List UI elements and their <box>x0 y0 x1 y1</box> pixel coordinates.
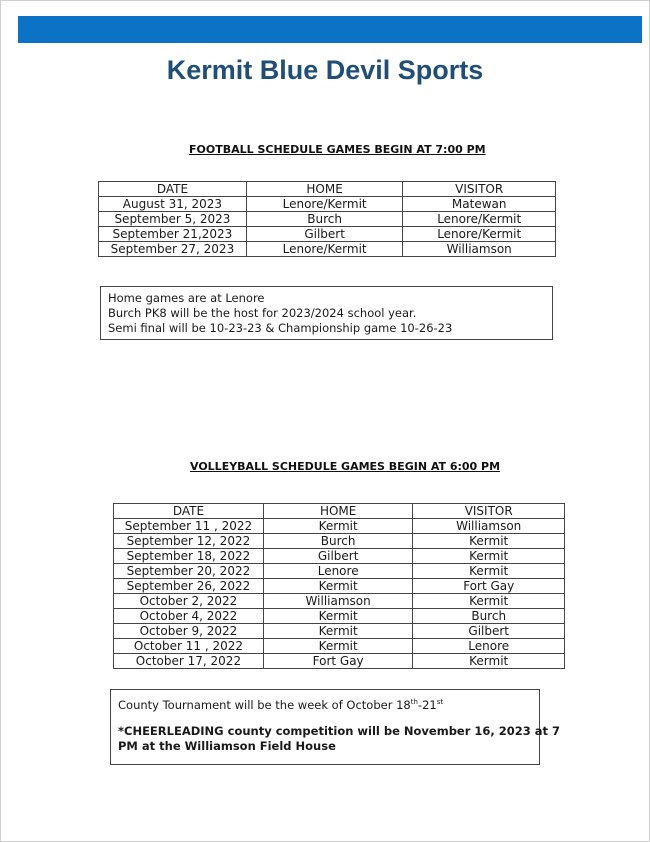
table-row <box>114 609 565 624</box>
game-date: September 27, 2023 <box>99 242 247 257</box>
table-row <box>99 227 556 242</box>
column-header-visitor: VISITOR <box>413 504 565 519</box>
tournament-sup-th: th <box>410 698 418 706</box>
visitor-team: Kermit <box>413 549 565 564</box>
visitor-team: Burch <box>413 609 565 624</box>
home-team: Lenore/Kermit <box>246 197 403 212</box>
home-team: Williamson <box>263 594 413 609</box>
visitor-team: Kermit <box>413 534 565 549</box>
game-date: October 11 , 2022 <box>114 639 264 654</box>
home-team: Kermit <box>263 624 413 639</box>
table-row <box>99 242 556 257</box>
game-date: October 4, 2022 <box>114 609 264 624</box>
volleyball-heading: VOLLEYBALL SCHEDULE GAMES BEGIN AT 6:00 PM <box>190 460 501 473</box>
visitor-team: Lenore/Kermit <box>403 212 556 227</box>
table-row <box>114 519 565 534</box>
volleyball-notes-box <box>110 689 561 765</box>
visitor-team: Kermit <box>413 564 565 579</box>
visitor-team: Gilbert <box>413 624 565 639</box>
header-color-bar <box>18 16 642 43</box>
visitor-team: Fort Gay <box>413 579 565 594</box>
home-team: Fort Gay <box>263 654 413 669</box>
column-header-date: DATE <box>114 504 264 519</box>
table-row <box>99 197 556 212</box>
column-header-home: HOME <box>246 182 403 197</box>
game-date: September 26, 2022 <box>114 579 264 594</box>
football-heading: FOOTBALL SCHEDULE GAMES BEGIN AT 7:00 PM <box>189 143 486 156</box>
table-row <box>114 594 565 609</box>
table-row <box>114 654 565 669</box>
visitor-team: Lenore <box>413 639 565 654</box>
football-note: Burch PK8 will be the host for 2023/2024 school year. <box>108 306 417 320</box>
tournament-text-end: -21 <box>417 697 437 712</box>
visitor-team: Kermit <box>413 594 565 609</box>
game-date: September 21,2023 <box>99 227 247 242</box>
table-row <box>114 534 565 549</box>
table-row <box>114 579 565 594</box>
volleyball-schedule-table <box>113 503 565 669</box>
visitor-team: Lenore/Kermit <box>403 227 556 242</box>
game-date: October 17, 2022 <box>114 654 264 669</box>
home-team: Burch <box>246 212 403 227</box>
cheerleading-note-line-1: *CHEERLEADING county competition will be November 16, 2023 at 7 <box>118 723 561 738</box>
football-notes-box <box>100 286 553 340</box>
home-team: Kermit <box>263 609 413 624</box>
home-team: Kermit <box>263 639 413 654</box>
home-team: Gilbert <box>246 227 403 242</box>
visitor-team: Kermit <box>413 654 565 669</box>
game-date: September 12, 2022 <box>114 534 264 549</box>
home-team: Burch <box>263 534 413 549</box>
football-schedule-table <box>98 181 556 257</box>
visitor-team: Williamson <box>413 519 565 534</box>
home-team: Kermit <box>263 579 413 594</box>
game-date: September 20, 2022 <box>114 564 264 579</box>
game-date: September 11 , 2022 <box>114 519 264 534</box>
table-header-row <box>114 504 565 519</box>
tournament-sup-st: st <box>436 698 444 706</box>
column-header-visitor: VISITOR <box>403 182 556 197</box>
game-date: August 31, 2023 <box>99 197 247 212</box>
home-team: Kermit <box>263 519 413 534</box>
home-team: Lenore/Kermit <box>246 242 403 257</box>
cheerleading-note-line-2: PM at the Williamson Field House <box>118 738 336 753</box>
game-date: October 9, 2022 <box>114 624 264 639</box>
table-header-row <box>99 182 556 197</box>
game-date: September 18, 2022 <box>114 549 264 564</box>
table-row <box>114 624 565 639</box>
column-header-home: HOME <box>263 504 413 519</box>
football-note: Home games are at Lenore <box>108 291 265 305</box>
county-tournament-note <box>118 695 539 713</box>
table-row <box>114 564 565 579</box>
table-row <box>114 639 565 654</box>
home-team: Lenore <box>263 564 413 579</box>
visitor-team: Williamson <box>403 242 556 257</box>
visitor-team: Matewan <box>403 197 556 212</box>
game-date: September 5, 2023 <box>99 212 247 227</box>
column-header-date: DATE <box>99 182 247 197</box>
table-row <box>99 212 556 227</box>
home-team: Gilbert <box>263 549 413 564</box>
football-note: Semi final will be 10-23-23 & Championship game 10-26-23 <box>108 321 453 335</box>
page-title: Kermit Blue Devil Sports <box>166 55 484 85</box>
table-row <box>114 549 565 564</box>
game-date: October 2, 2022 <box>114 594 264 609</box>
tournament-text: County Tournament will be the week of October 18 <box>118 697 411 712</box>
